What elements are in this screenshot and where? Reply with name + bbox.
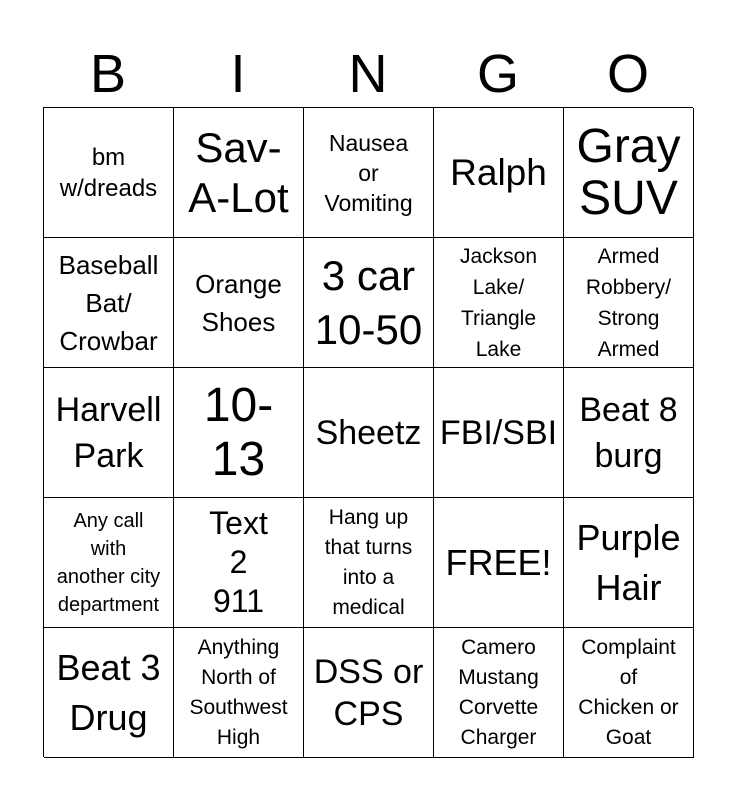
bingo-cell[interactable] <box>564 368 694 498</box>
bingo-cell[interactable] <box>304 628 434 758</box>
cell-text: Sheetz <box>315 413 422 452</box>
cell-text: Anything North of Southwest High <box>189 635 288 749</box>
bingo-cell[interactable] <box>434 238 564 368</box>
cell-text: Beat 8 burg <box>579 390 678 475</box>
bingo-cell[interactable] <box>174 238 304 368</box>
cell-text: Ralph <box>450 151 547 193</box>
cell-text: FREE! <box>445 541 552 583</box>
cell-text: Gray SUV <box>576 119 681 225</box>
cell-text: Harvell Park <box>55 390 162 475</box>
cell-text: Any call with another city department <box>56 509 161 616</box>
bingo-cell[interactable] <box>174 368 304 498</box>
bingo-board <box>43 107 693 757</box>
bingo-cell[interactable] <box>44 498 174 628</box>
bingo-cell[interactable] <box>434 368 564 498</box>
bingo-cell[interactable] <box>44 628 174 758</box>
bingo-cell[interactable] <box>304 368 434 498</box>
header-letter-o: O <box>606 44 649 104</box>
header-letter-g: G <box>476 44 519 104</box>
bingo-cell[interactable] <box>304 108 434 238</box>
bingo-cell[interactable] <box>434 628 564 758</box>
bingo-cell[interactable] <box>44 368 174 498</box>
header-letter-i: I <box>230 44 246 104</box>
bingo-cell[interactable] <box>564 628 694 758</box>
bingo-header <box>43 40 693 108</box>
bingo-cell[interactable] <box>44 108 174 238</box>
cell-text: Orange Shoes <box>195 268 282 337</box>
cell-text: Jackson Lake/ Triangle Lake <box>459 244 538 361</box>
cell-text: Complaint of Chicken or Goat <box>578 635 679 749</box>
cell-text: FBI/SBI <box>439 413 558 452</box>
bingo-cell[interactable] <box>44 238 174 368</box>
cell-text: Armed Robbery/ Strong Armed <box>585 244 672 361</box>
bingo-cell[interactable] <box>564 238 694 368</box>
cell-text: Text 2 911 <box>209 505 268 619</box>
bingo-cell[interactable] <box>434 108 564 238</box>
cell-text: Sav- A-Lot <box>188 123 289 221</box>
bingo-cell[interactable] <box>434 498 564 628</box>
header-letter-b: B <box>89 44 127 104</box>
cell-text: Baseball Bat/ Crowbar <box>58 249 159 356</box>
bingo-cell[interactable] <box>174 628 304 758</box>
cell-text: bm w/dreads <box>59 143 158 202</box>
header-letter-n: N <box>348 44 388 104</box>
cell-text: Purple Hair <box>576 516 681 608</box>
cell-text: 3 car 10-50 <box>314 251 423 353</box>
bingo-cell[interactable] <box>564 498 694 628</box>
bingo-cell[interactable] <box>304 238 434 368</box>
bingo-cell[interactable] <box>174 108 304 238</box>
cell-text: Camero Mustang Corvette Charger <box>458 635 539 749</box>
cell-text: Hang up that turns into a medical <box>324 505 413 619</box>
bingo-cell[interactable] <box>304 498 434 628</box>
cell-text: Beat 3 Drug <box>56 646 161 738</box>
bingo-cell[interactable] <box>564 108 694 238</box>
cell-text: DSS or CPS <box>313 652 424 733</box>
cell-text: 10- 13 <box>203 378 274 486</box>
bingo-cell[interactable] <box>174 498 304 628</box>
cell-text: Nausea or Vomiting <box>324 129 413 216</box>
